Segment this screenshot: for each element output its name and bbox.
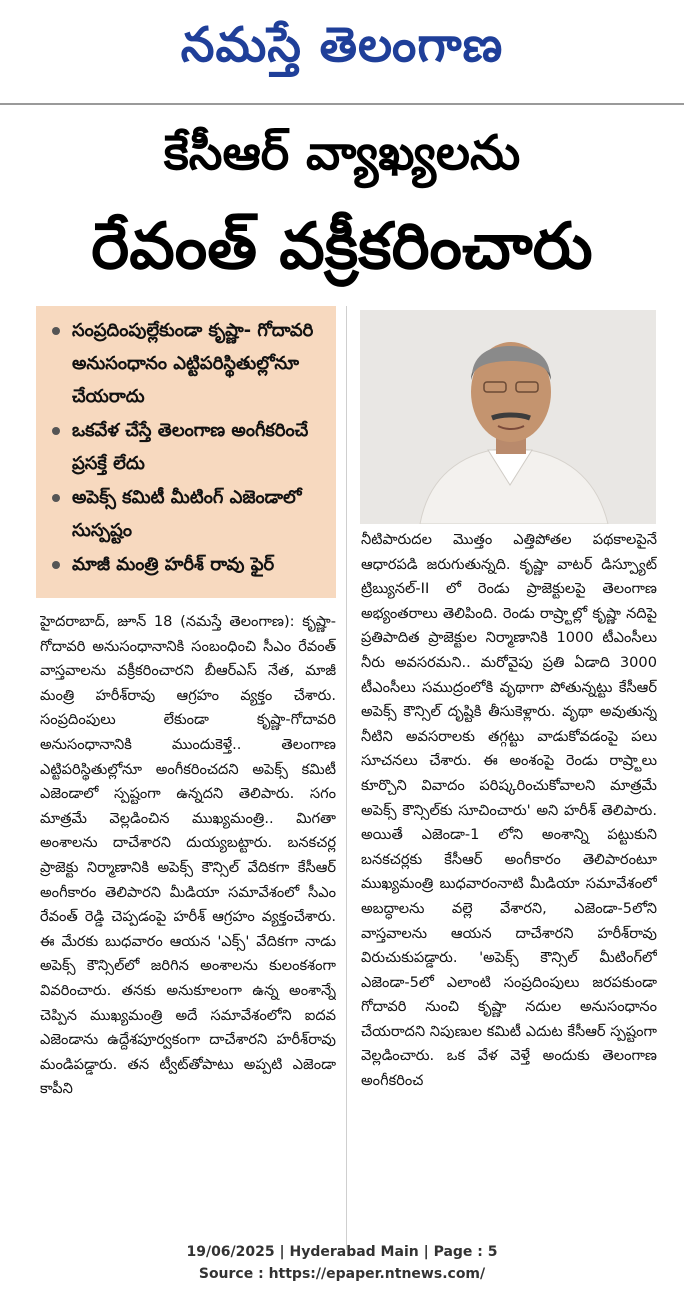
article-column-right [361, 528, 657, 1250]
highlights-box [36, 306, 336, 598]
article-text-left: హైదరాబాద్, జూన్ 18 (నమస్తే తెలంగాణ): కృష్ణా-గోదావరి అనుసంధానానికి సంబంధించి సీఎం రేవంత్ వాస్తవాలను వక్రీకరించారని బీఆర్ఎస్ నేత, మాజీ మంత్రి హరీశ్‌రావు ఆగ్రహం వ్యక్తం చేశారు. సంప్రదింపులు లేకుండా కృష్ణా-గోదావరి అనుసంధానానికి ముందుకెళ్తే.. తెలంగాణ ఎట్టిపరిస్థితుల్లోనూ అంగీకరించదని అపెక్స్ కమిటీ ఎజెండాలో స్పష్టంగా ఉన్నదని తెలిపారు. సగం మాత్రమే వెల్లడించిన ముఖ్యమంత్రి.. మిగతా అంశాలను దాచేశారని దుయ్యబట్టారు. బనకచర్ల ప్రాజెక్టు నిర్మాణానికి అపెక్స్ కౌన్సిల్ వేదికగా కేసీఆర్ అంగీకారం తెలిపారని మీడియా సమావేశంలో సీఎం రేవంత్ రెడ్డి చెప్పడంపై హరీశ్ ఆగ్రహం వ్యక్తంచేశారు. ఈ మేరకు బుధవారం ఆయన 'ఎక్స్' వేదికగా నాడు అపెక్స్ కౌన్సిల్‌లో జరిగిన అంశాలను కులంకశంగా వివరించారు. తనకు అనుకూలంగా ఉన్న అంశాన్నే చెప్పిన ముఖ్యమంత్రి అదే సమావేశంలోని ఐదవ ఎజెండాను ఉద్దేశపూర్వకంగా దాచేశారని హరీశ్‌రావు మండిపడ్డారు. తన ట్వీట్‌తోపాటు అప్పటి ఎజెండా కాపీని [40, 613, 336, 1098]
newspaper-name: నమస్తే తెలంగాణ [180, 17, 504, 73]
article-column-left [40, 610, 336, 1250]
highlight-item: మాజీ మంత్రి హరీశ్ రావు ఫైర్ [50, 548, 326, 581]
highlight-item: ఒకవేళ చేస్తే తెలంగాణ అంగీకరించే ప్రసక్తే లేదు [50, 414, 326, 480]
masthead [0, 0, 684, 100]
masthead-rule [0, 103, 684, 105]
footer-source: Source : https://epaper.ntnews.com/ [198, 1266, 486, 1282]
article-text-right: నీటిపారుదల మొత్తం ఎత్తిపోతల పథకాలపైనే ఆధారపడి జరుగుతున్నది. కృష్ణా వాటర్ డిస్ప్యూట్ ట్రిబ్యునల్-II లో రెండు ప్రాజెక్టులపై తెలంగాణ అభ్యంతరాలు తెలిపింది. రెండు రాష్ర్టాల్లో కృష్ణా నదిపై ప్రతిపాదిత ప్రాజెక్టుల నిర్మాణానికి 1000 టీఎంసీలు నీరు అవసరమని.. మరోవైపు ప్రతి ఏడాది 3000 టీఎంసీలు సముద్రంలోకి వృథాగా పోతున్నట్టు కేసీఆర్ అపెక్స్ కౌన్సిల్ దృష్టికి తీసుకెళ్లారు. వృథా అవుతున్న నీటిని అవసరాలకు తగ్గట్టు వాడుకోవడంపై పలు సూచనలు చేశారు. ఈ అంశంపై రెండు రాష్ర్టాలు కూర్చొని వివాదం పరిష్కరించుకోవాలని మాత్రమే అపెక్స్ కౌన్సిల్‌కు సూచించారు' అని హరీశ్ తెలిపారు. అయితే ఎజెండా-1 లోని అంశాన్ని పట్టుకుని బనకచర్లకు కేసీఆర్ అంగీకారం తెలిపారంటూ ముఖ్యమంత్రి బుధవారంనాటి మీడియా సమావేశంలో అబద్ధాలను వల్లె వేశారని, ఎజెండా-5లోని వాస్తవాలను ఆయన దాచేశారని హరీశ్‌రావు విరుచుకుపడ్డారు. 'అపెక్స్ కౌన్సిల్ మీటింగ్‌లో ఎజెండా-5లో ఎలాంటి సంప్రదింపులు జరపకుండా గోదావరి నుంచి కృష్ణా నదుల అనుసంధానం చేయరాదని నిపుణుల కమిటీ ఎదుట కేసీఆర్ స్పష్టంగా వెల్లడించారు. ఒక వేళ వెళ్తే అందుకు తెలంగాణ అంగీకరించ [361, 531, 657, 1090]
headline-line-2: రేవంత్ వక్రీకరించారు [91, 210, 593, 284]
column-divider [346, 306, 347, 1250]
highlight-item: సంప్రదింపుల్లేకుండా కృష్ణా- గోదావరి అనుసంధానం ఎట్టిపరిస్థితుల్లోనూ చేయరాదు [50, 314, 326, 413]
portrait-photo [360, 310, 656, 524]
footer-date-edition: 19/06/2025 | Hyderabad Main | Page : 5 [186, 1244, 498, 1260]
highlights-list [50, 314, 326, 581]
headline-line-1: కేసీఆర్ వ్యాఖ్యలను [163, 125, 521, 181]
highlight-item: అపెక్స్ కమిటీ మీటింగ్ ఎజెండాలో సుస్పష్టం [50, 481, 326, 547]
person-portrait-icon [360, 310, 656, 524]
